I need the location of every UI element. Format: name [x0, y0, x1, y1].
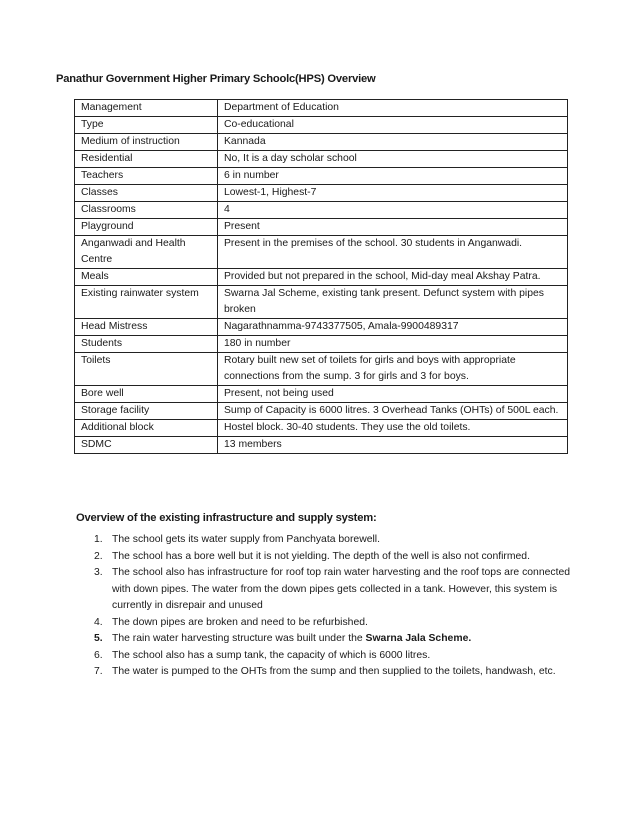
row-label: Bore well — [75, 386, 218, 403]
item-number: 1. — [94, 534, 103, 545]
row-value: No, It is a day scholar school — [218, 151, 568, 168]
school-overview-table — [74, 99, 568, 454]
row-label: Anganwadi and Health Centre — [75, 236, 218, 269]
section-heading: Overview of the existing infrastructure and supply system: — [76, 512, 377, 524]
row-label: Toilets — [75, 353, 218, 386]
item-text: The school gets its water supply from Panchyata borewell. — [112, 534, 380, 545]
table-row — [75, 134, 568, 151]
table-row — [75, 269, 568, 286]
row-value: Lowest-1, Highest-7 — [218, 185, 568, 202]
row-label: Meals — [75, 269, 218, 286]
item-text: The school also has a sump tank, the capacity of which is 6000 litres. — [112, 649, 431, 661]
list-item — [74, 648, 574, 665]
row-value: 13 members — [218, 437, 568, 454]
table-row — [75, 202, 568, 219]
row-value: Swarna Jal Scheme, existing tank present. Defunct system with pipes broken — [218, 286, 568, 319]
table-row — [75, 437, 568, 454]
table-row — [75, 336, 568, 353]
row-value: Co-educational — [218, 117, 568, 134]
item-text: The down pipes are broken and need to be refurbished. — [112, 616, 368, 628]
row-label: Head Mistress — [75, 319, 218, 336]
row-label: Additional block — [75, 420, 218, 437]
item-text: The school also has infrastructure for roof top rain water harvesting and the roof tops are connected with down pipes. The water from the down pipes gets collected in a tank. However, this system is currently in disrepair and unused — [112, 567, 571, 611]
item-text: The rain water harvesting structure was built under the — [112, 633, 366, 644]
item-number: 2. — [94, 550, 103, 562]
row-label: Classrooms — [75, 202, 218, 219]
row-value: Kannada — [218, 134, 568, 151]
row-label: Existing rainwater system — [75, 286, 218, 319]
row-label: Medium of instruction — [75, 134, 218, 151]
item-text: The school has a bore well but it is not yielding. The depth of the well is also not confirmed. — [112, 550, 530, 562]
row-label: Management — [75, 100, 218, 117]
row-label: Teachers — [75, 168, 218, 185]
table-row — [75, 168, 568, 185]
row-value: 180 in number — [218, 336, 568, 353]
table-row — [75, 117, 568, 134]
row-value: Department of Education — [218, 100, 568, 117]
row-label: Type — [75, 117, 218, 134]
item-number: 6. — [94, 649, 103, 661]
table-row — [75, 386, 568, 403]
scheme-name: Swarna Jala Scheme. — [365, 633, 472, 644]
row-value: Present in the premises of the school. 30 students in Anganwadi. — [218, 236, 568, 269]
list-item — [74, 664, 574, 681]
table-row — [75, 100, 568, 117]
page-title: Panathur Government Higher Primary Schoolc(HPS) Overview — [56, 73, 376, 85]
item-number: 7. — [94, 666, 103, 677]
list-item — [74, 549, 574, 566]
infrastructure-list — [74, 532, 574, 681]
list-item — [74, 615, 574, 632]
table-row — [75, 353, 568, 386]
table-row — [75, 319, 568, 336]
row-label: Storage facility — [75, 403, 218, 420]
item-number: 4. — [94, 616, 103, 628]
row-label: Students — [75, 336, 218, 353]
list-item — [74, 565, 574, 615]
table-row — [75, 151, 568, 168]
table-row — [75, 403, 568, 420]
row-value: 4 — [218, 202, 568, 219]
row-value: Present, not being used — [218, 386, 568, 403]
row-value: Nagarathnamma-9743377505, Amala-9900489317 — [218, 319, 568, 336]
table-row — [75, 286, 568, 319]
row-value: Rotary built new set of toilets for girls and boys with appropriate connections from the sump. 3 for girls and 3 for boys. — [218, 353, 568, 386]
row-label: SDMC — [75, 437, 218, 454]
row-label: Residential — [75, 151, 218, 168]
table-row — [75, 185, 568, 202]
row-label: Classes — [75, 185, 218, 202]
table-row — [75, 219, 568, 236]
row-label: Playground — [75, 219, 218, 236]
row-value: Hostel block. 30-40 students. They use the old toilets. — [218, 420, 568, 437]
row-value: Present — [218, 219, 568, 236]
row-value: 6 in number — [218, 168, 568, 185]
item-text: The water is pumped to the OHTs from the sump and then supplied to the toilets, handwash, etc. — [112, 666, 556, 677]
row-value: Sump of Capacity is 6000 litres. 3 Overhead Tanks (OHTs) of 500L each. — [218, 403, 568, 420]
list-item — [74, 532, 574, 549]
row-value: Provided but not prepared in the school, Mid-day meal Akshay Patra. — [218, 269, 568, 286]
item-number: 5. — [94, 633, 103, 644]
item-number: 3. — [94, 567, 103, 578]
list-item — [74, 631, 574, 648]
table-row — [75, 236, 568, 269]
table-row — [75, 420, 568, 437]
